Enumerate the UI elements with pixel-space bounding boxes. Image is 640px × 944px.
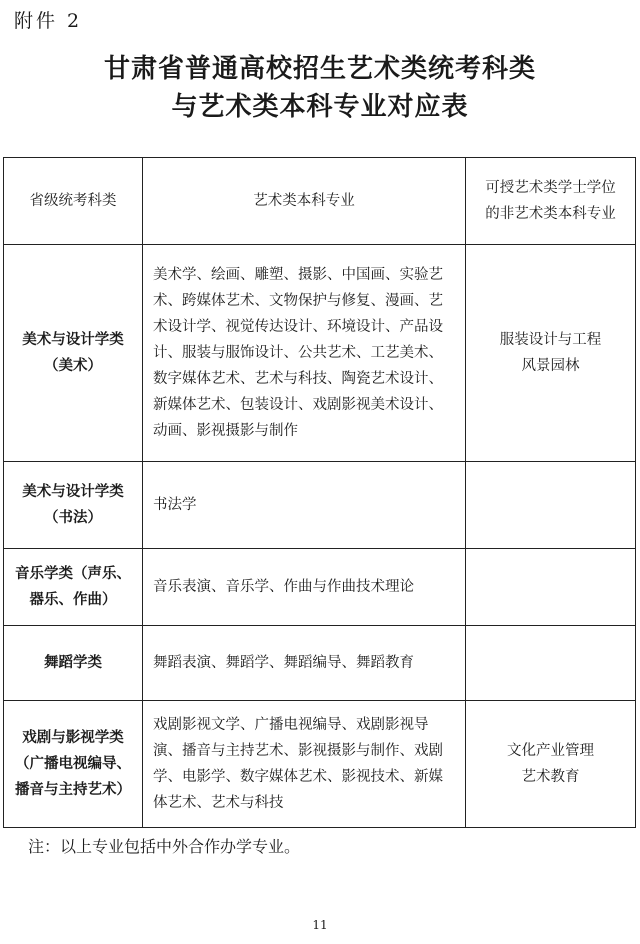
cell-non-art-majors <box>466 462 636 549</box>
category-line: 播音与主持艺术） <box>15 782 131 798</box>
non-art-major: 文化产业管理 <box>507 743 594 759</box>
cell-non-art-majors <box>466 549 636 626</box>
category-line: （书法） <box>44 510 102 526</box>
document-title-line-2: 与艺术类本科专业对应表 <box>171 92 469 122</box>
table-row <box>4 245 636 462</box>
page-number: 11 <box>312 918 328 932</box>
category-line: 器乐、作曲） <box>29 592 117 608</box>
category-line: 美术与设计学类 <box>22 332 124 348</box>
table-header-row <box>4 158 636 245</box>
category-line: 音乐学类（声乐、 <box>15 566 131 582</box>
cell-category <box>4 462 143 549</box>
header-non-art-line-1: 可授艺术类学士学位 <box>485 180 616 196</box>
attachment-label: 附件 2 <box>14 10 83 32</box>
category-line: 美术与设计学类 <box>22 484 124 500</box>
table-row <box>4 626 636 701</box>
cell-art-majors: 音乐表演、音乐学、作曲与作曲技术理论 <box>143 549 466 626</box>
cell-non-art-majors <box>466 701 636 828</box>
category-line: （广播电视编导、 <box>15 756 131 772</box>
cell-non-art-majors <box>466 626 636 701</box>
non-art-major: 服装设计与工程 <box>499 332 602 348</box>
header-exam-category: 省级统考科类 <box>4 158 143 245</box>
cell-category <box>4 701 143 828</box>
table-row <box>4 462 636 549</box>
header-non-art-majors <box>466 158 636 245</box>
cell-category <box>4 626 143 701</box>
header-art-majors: 艺术类本科专业 <box>143 158 466 245</box>
cell-art-majors: 美术学、绘画、雕塑、摄影、中国画、实验艺术、跨媒体艺术、文物保护与修复、漫画、艺术设计学、视觉传达设计、环境设计、产品设计、服装与服饰设计、公共艺术、工艺美术、数字媒体艺术、艺术与科技、陶瓷艺术设计、新媒体艺术、包装设计、戏剧影视美术设计、动画、影视摄影与制作 <box>143 245 466 462</box>
header-non-art-line-2: 的非艺术类本科专业 <box>485 206 616 222</box>
cell-art-majors: 戏剧影视文学、广播电视编导、戏剧影视导演、播音与主持艺术、影视摄影与制作、戏剧学、电影学、数字媒体艺术、影视技术、新媒体艺术、艺术与科技 <box>143 701 466 828</box>
category-line: （美术） <box>44 358 102 374</box>
footnote: 注：以上专业包括中外合作办学专业。 <box>28 837 301 856</box>
table-row <box>4 701 636 828</box>
table-row <box>4 549 636 626</box>
non-art-major: 风景园林 <box>521 358 580 374</box>
category-line: 舞蹈学类 <box>44 655 102 671</box>
non-art-major: 艺术教育 <box>521 769 580 785</box>
mapping-table <box>3 157 636 828</box>
cell-art-majors: 舞蹈表演、舞蹈学、舞蹈编导、舞蹈教育 <box>143 626 466 701</box>
category-line: 戏剧与影视学类 <box>22 730 124 746</box>
cell-non-art-majors <box>466 245 636 462</box>
document-title-line-1: 甘肃省普通高校招生艺术类统考科类 <box>103 54 536 84</box>
cell-art-majors: 书法学 <box>143 462 466 549</box>
cell-category <box>4 549 143 626</box>
cell-category <box>4 245 143 462</box>
